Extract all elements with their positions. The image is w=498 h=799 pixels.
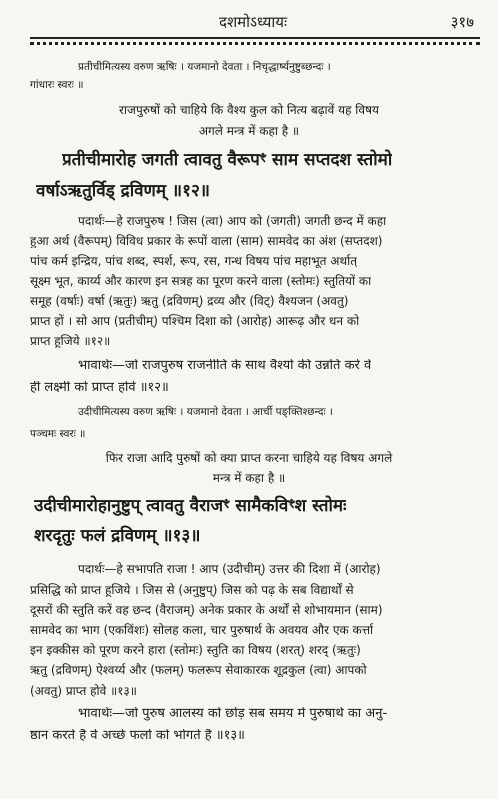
padartha-line: पांच कर्म इन्द्रिय, पांच शब्द, स्पर्श, रूप, रस, गन्ध विषय पांच महाभूत अर्थात् (30, 254, 358, 268)
page-header (30, 12, 476, 34)
padartha-line: (अवतु) प्राप्त होवे ॥१३॥ (30, 684, 137, 698)
padartha-line: पदार्थः—हे राजपुरुष ! जिस (त्वा) आप को (जगती) जगती छन्द में कहा (78, 214, 387, 228)
page-number: ३१७ (450, 13, 474, 31)
padartha-line: सामवेद का भाग (एकविंशः) सोलह कला, चार पुरुषार्थ के अवयव और एक कर्त्ता (30, 623, 374, 637)
padartha-line: ऋतु (द्रविणम्) ऐश्वर्य्य और (फलम्) फलरूप सेवाकारक शूद्रकुल (त्वा) आपको (30, 663, 367, 677)
rishi-line: प्रतीचीमित्यस्य वरुण ऋषिः । यजमानो देवता । निचृद्धार्ष्यनुष्टुब्छन्दः । (78, 61, 331, 73)
intro-text-1: राजपुरुषों को चाहिये कि वैश्य कुल को नित्य बढ़ावें यह विषय (119, 103, 379, 117)
intro-line-2 (0, 124, 498, 138)
bhavartha-line: ही लक्ष्मी को प्राप्त होवें ॥१२॥ (30, 381, 169, 395)
header-rule (30, 37, 480, 39)
chapter-title: दशमोऽध्यायः (219, 13, 287, 31)
mantra-line-4: शरदृतुः फलं द्रविणम् ॥१३॥ (34, 526, 201, 546)
intro-line-4 (0, 471, 498, 485)
padartha-line: समूह (वर्षाः) वर्षा (ऋतुः) ऋतु (द्रविणम्) द्रव्य और (विट्) वैश्यजन (अवतु) (30, 294, 349, 308)
bhavartha-line: भावार्थः—जो पुरुष आलस्य को छोड़ सब समय में पुरुषार्थ का अनु- (78, 707, 388, 721)
mantra-line-1: प्रतीचीमारोह जगती त्वावतु वैरूपꣳ साम सप्तदश स्तोमो (62, 150, 393, 170)
intro-text-3: फिर राजा आदि पुरुषों को क्या प्राप्त करना चाहिये यह विषय अगले (105, 451, 393, 465)
intro-text-4: मन्त्र में कहा है ॥ (212, 471, 286, 485)
padartha-line: पदार्थः—हे सभापति राजा ! आप (उदीचीम्) उत्तर की दिशा में (आरोह) (78, 562, 381, 576)
svara-line-2: पञ्चमः स्वरः ॥ (30, 428, 86, 440)
padartha-line: दूसरों की स्तुति करें वह छन्द (वैराजम्) अनेक प्रकार के अर्थों से शोभायमान (साम) (30, 603, 383, 617)
intro-line-3 (0, 451, 498, 465)
padartha-line: सूक्ष्म भूत, कार्य्य और कारण इन सत्रह का पूरण करने वाला (स्तोमः) स्तुतियों का (30, 274, 372, 288)
padartha-line: प्रसिद्धि को प्राप्त हूजिये । जिस से (अनुष्टुप्) जिस को पढ़ के सब विद्यार्थों से (30, 583, 354, 597)
bhavartha-line: ष्ठान करते हैं वे अच्छे फलों को भोगते हैं ॥१३॥ (30, 729, 245, 743)
bhavartha-line: भावार्थः—जो राजपुरुष राजनीति के साथ वैश्यों की उन्नति करें वे (78, 359, 372, 373)
intro-line-1 (0, 103, 498, 117)
rishi-line-2: उदीचीमित्यस्य वरुण ऋषिः । यजमानो देवता । आर्ची पङ्क्तिश्छन्दः । (78, 406, 333, 418)
padartha-line: हुआ अर्थ (वैरूपम्) विविध प्रकार के रूपों वाला (साम) सामवेद का अंश (सप्तदश) (30, 234, 383, 248)
mantra-line-2: वर्षाऽऋतुर्विड् द्रविणम् ॥१२॥ (36, 181, 210, 201)
padartha-line: प्राप्त हूजिये ॥१२॥ (30, 334, 111, 348)
header-dotted-rule (30, 42, 480, 45)
intro-text-2: अगले मन्त्र में कहा है ॥ (198, 124, 300, 138)
padartha-line: प्राप्त हों । सो आप (प्रतीचीम्) पश्चिम दिशा को (आरोह) आरूढ़ और धन को (30, 314, 360, 328)
svara-line: गांधारः स्वरः ॥ (30, 79, 84, 91)
padartha-line: इन इक्कीस को पूरण करने हारा (स्तोमः) स्तुति का विषय (शरत्) शरद् (ऋतुः) (30, 643, 361, 657)
mantra-line-3: उदीचीमारोहानुष्टुप् त्वावतु वैराजꣳ सामैकविꣳश स्तोमः (34, 496, 347, 516)
